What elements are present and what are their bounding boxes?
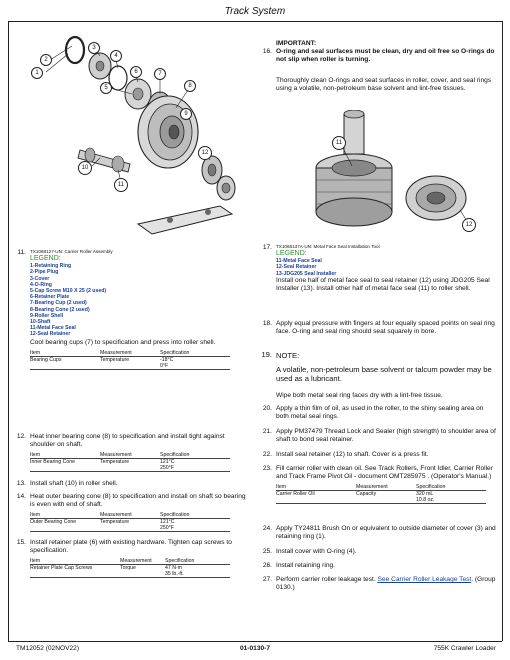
step-17-number: 17. [262,244,272,251]
right-border [502,21,503,641]
table-cell: Temperature [100,519,160,532]
step-15-number: 15. [16,539,26,546]
step-27-number: 27. [262,576,272,583]
table-header: Item [30,512,100,519]
step-21-text: Apply PM37479 Thread Lock and Sealer (high strength) to shoulder area of shaft to bond seal retainer. [276,428,496,444]
legend-item: 12-Seal Retainer [276,264,317,271]
legend-item: 13-JDG205 Seal Installer [276,270,337,277]
figure2-callout-11: 11 [332,136,346,150]
callout-11: 11 [114,178,128,192]
table-cell [160,356,230,369]
carrier-roller-oil-spec-table [276,484,486,504]
table-cell: Torque [120,565,165,578]
step-26-number: 26. [262,562,272,569]
roller-with-shaft-drawing [316,110,392,226]
spec-imperial: 250°F [160,525,174,532]
leakage-test-link[interactable]: See Carrier Roller Leakage Test [377,576,472,583]
header-rule [8,21,502,22]
table-cell [160,519,230,532]
table-header: Item [30,558,120,565]
metal-face-seal-installation-figure [302,110,484,250]
step-27 [258,576,498,592]
spec-imperial: 35 lb.-ft. [165,571,184,578]
step-16-text: Thoroughly clean O-rings and seat surfaces in roller, cover, and seal rings using a volatile, non-petroleum base solvent and lint-free tissues. [276,76,492,92]
spec-imperial: 10.8 oz. [416,497,435,504]
spec-imperial: 0°F [160,362,169,369]
table-header: Item [30,452,100,459]
spec-imperial: 250°F [160,465,174,472]
note-label: NOTE: [276,351,300,360]
left-border [8,21,9,641]
step-24-number: 24. [262,525,272,532]
step-26-text: Install retaining ring. [276,562,336,569]
table-cell: Temperature [100,356,160,369]
table-header: Measurement [100,452,160,459]
table-header: Measurement [120,558,165,565]
footer-page-number: 01-0130-7 [239,645,271,652]
step-16-number: 16. [262,48,272,55]
step-12-number: 12. [16,433,26,440]
table-cell [416,491,486,504]
step-22-number: 22. [262,451,272,458]
step-19-text: Wipe both metal seal ring faces dry with a lint-free tissue. [276,392,443,399]
legend-item: 10-Shaft [30,319,51,326]
step-11-legend-title: LEGEND: [30,255,61,262]
legend-item: 9-Roller Shell [30,312,64,319]
bearing-cups-spec-table [30,350,230,370]
table-header: Specification [160,452,230,459]
legend-item: 5-Cap Screw M10 X 25 (2 used) [30,288,107,295]
step-17-text: Install one half of metal face seal to seal retainer (12) using JDG205 Seal Installer (13). Install other half of metal face seal (11) to roller shell. [276,276,490,293]
legend-item: 7-Bearing Cup (2 used) [30,300,87,307]
step-18-text: Apply equal pressure with fingers at four equally spaced points on seal ring face. O-ring and seal ring should seat squarely in bore. [276,320,495,336]
step-11-number: 11. [17,249,26,256]
retainer-plate-spec-table [30,558,230,578]
table-header: Specification [165,558,230,565]
step-19-number: 19. [261,350,272,359]
callout-7: 7 [154,68,166,80]
callout-6: 6 [130,66,142,78]
step-14-text: Heat outer bearing cone (8) to specification and install on shaft so bearing is even with end of shaft. [30,493,246,509]
step-11 [12,249,248,370]
spec-metric: 121°C [160,459,175,466]
step-27-text [276,576,498,592]
seal-retainer-drawing [406,176,466,220]
page-header-title: Track System [224,6,286,17]
callout-9: 9 [180,108,192,120]
spec-metric: -18°C [160,356,174,363]
table-header: Measurement [356,484,416,491]
step-22-text: Install seal retainer (12) to shaft. Cover is a press fit. [276,451,429,458]
step-24 [258,525,498,541]
step-13-number: 13. [16,480,26,487]
step-27-suffix: . (Group 0130.) [276,576,496,592]
table-header: Specification [160,512,230,519]
step-23 [258,465,498,504]
figure1-caption: TX1068127-UN: Carrier Roller Assembly [30,249,113,254]
step-23-text: Fill carrier roller with clean oil. See Track Rollers, Front Idler, Carrier Roller and Track Frame Pivot Oil - document OMT285975 . (Operator's Manual.) [276,465,493,481]
spec-metric: 121°C [160,519,175,526]
table-header: Item [30,350,100,357]
table-cell: Carrier Roller Oil [276,491,356,504]
outer-bearing-cone-spec-table [30,512,230,532]
step-15-text: Install retainer plate (6) with existing hardware. Tighten cap screws to specification. [30,539,232,555]
table-cell: Outer Bearing Cone [30,519,100,532]
step-20 [258,405,498,421]
table-cell: Temperature [100,459,160,472]
spec-metric: 320 mL [416,491,434,498]
step-14 [12,493,248,532]
callout-12: 12 [198,146,212,160]
legend-item: 1-Retaining Ring [30,263,72,270]
table-cell: Retainer Plate Cap Screws [30,565,120,578]
important-label: IMPORTANT: [276,40,317,47]
callout-2: 2 [40,54,52,66]
step-24-text: Apply TY24811 Brush On or equivalent to outside diameter of cover (3) and retaining ring (1). [276,525,496,541]
spec-metric: 47 N·m [165,565,183,572]
step-12 [12,433,248,472]
step-21-number: 21. [262,428,272,435]
footer-rule [8,641,502,642]
table-cell: Capacity [356,491,416,504]
legend-item: 2-Pipe Plug [30,269,59,276]
step-13-text: Install shaft (10) in roller shell. [30,480,118,487]
callout-1: 1 [31,67,43,79]
footer-model: 755K Crawler Loader [433,645,496,652]
table-cell: Inner Bearing Cone [30,459,100,472]
callout-3: 3 [88,42,100,54]
step-20-number: 20. [262,405,272,412]
callout-10: 10 [78,161,92,175]
step-25-number: 25. [262,548,272,555]
step-20-text: Apply a thin film of oil, as used in the roller, to the shiny sealing area on both metal seal rings. [276,405,484,421]
figure2-callout-12: 12 [462,218,476,232]
step-26 [258,562,498,570]
inner-bearing-cone-spec-table [30,452,230,472]
step-21 [258,428,498,444]
step-18 [258,320,498,336]
step-27-instruction: Perform carrier roller leakage test. [276,576,376,583]
step-13 [12,480,248,488]
important-text: O-ring and seal surfaces must be clean, dry and oil free so O-rings do not slip when roller is turning. [276,48,495,64]
legend-item: 11-Metal Face Seal [30,325,76,332]
step-16 [258,40,498,93]
step-14-number: 14. [16,493,26,500]
callout-8: 8 [184,80,196,92]
step-12-text: Heat inner bearing cone (8) to specification and install tight against shoulder on shaft. [30,433,225,449]
legend-item: 8-Bearing Cone (2 used) [30,306,90,313]
step-25 [258,548,498,556]
step-17 [258,244,498,293]
figure2-caption: TX1068137A-UN: Metal Face Seal Installation Tool [276,244,380,249]
step-11-text: Cool bearing cups (7) to specification and press into roller shell. [30,338,216,346]
step-19 [258,351,498,400]
step-11-legend-list [30,263,248,337]
step-17-legend-title: LEGEND: [276,250,307,257]
table-header: Specification [160,350,230,357]
callout-4: 4 [110,50,122,62]
legend-item: 12-Seal Retainer [30,331,71,338]
table-cell [165,565,230,578]
table-header: Measurement [100,350,160,357]
step-18-number: 18. [262,320,272,327]
step-25-text: Install cover with O-ring (4). [276,548,357,555]
step-23-number: 23. [262,465,272,472]
note-text: A volatile, non-petroleum base solvent or talcum powder may be used as a lubricant. [276,365,492,383]
legend-item: 3-Cover [30,275,50,282]
legend-item: 11-Metal Face Seal [276,258,322,265]
table-header: Specification [416,484,486,491]
callout-5: 5 [100,82,112,94]
legend-item: 4-O-Ring [30,281,52,288]
table-header: Measurement [100,512,160,519]
legend-item: 6-Retainer Plate [30,294,70,301]
step-22 [258,451,498,459]
table-cell: Bearing Cups [30,356,100,369]
table-header: Item [276,484,356,491]
footer-doc-id: TM12052 (02NOV22) [16,645,80,652]
table-cell [160,459,230,472]
step-15 [12,539,248,578]
figure1-callout-layer [20,28,245,243]
